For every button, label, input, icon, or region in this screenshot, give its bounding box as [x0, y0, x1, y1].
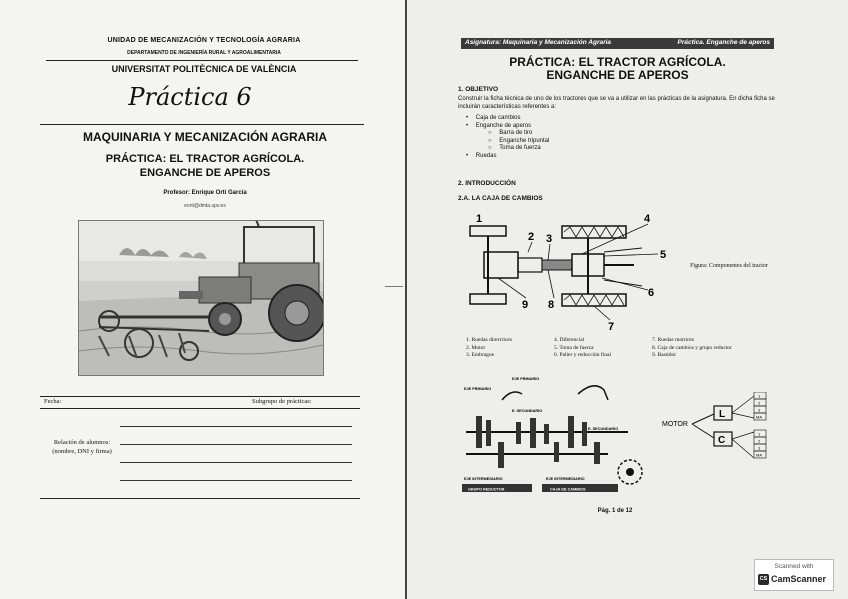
practice-title-line2: ENGANCHE DE APEROS — [139, 167, 271, 179]
legend-item: 5. Toma de fuerza — [554, 344, 594, 351]
gb-caja-de-cambios: CAJA DE CAMBIOS — [550, 487, 586, 492]
objective-text: Construir la ficha técnica de uno de los tractores que se va a utilizar en las prácticas de la asignatura. En dicha ficha se incluirán características referentes a: — [458, 96, 775, 110]
fig-num-1: 1 — [476, 213, 483, 225]
student-line-4[interactable] — [120, 480, 352, 481]
rear-wheel-left — [562, 226, 626, 238]
range-C-label: C — [718, 435, 726, 446]
department-name: DEPARTAMENTO DE INGENIERÍA RURAL Y AGROALIMENTARIA — [127, 50, 281, 56]
objective-list-text: Toma de fuerza — [499, 145, 541, 151]
objective-list-text: Enganche tripuntal — [499, 137, 550, 144]
gear-C-2: 2 — [758, 438, 761, 444]
professor-email: eorti@dmta.upv.es — [184, 203, 226, 209]
fig-num-9: 9 — [522, 299, 529, 311]
section-gearbox-heading: 2.A. LA CAJA DE CAMBIOS — [458, 195, 543, 202]
legend-item: 7. Ruedas motrices — [652, 337, 695, 343]
form-top-divider — [40, 396, 360, 397]
gb-eje-primario-top: EJE PRIMARIO — [512, 377, 540, 381]
fig-num-3: 3 — [546, 233, 553, 245]
form-bottom-divider — [40, 498, 360, 499]
gear-L-1: 1 — [758, 393, 761, 399]
bullet-icon: • — [466, 115, 470, 121]
title-divider — [40, 124, 364, 125]
gb-eje-secundario-right: E. SECUNDARIO — [588, 427, 619, 431]
objective-list — [466, 115, 666, 160]
scanner-watermark — [754, 559, 834, 591]
legend-col-2 — [554, 337, 646, 360]
form-header-divider — [40, 408, 360, 409]
cover-page — [0, 0, 406, 599]
gearbox-diagram — [458, 372, 658, 500]
bullet-icon: • — [466, 122, 470, 129]
range-schematic — [660, 392, 776, 476]
circle-bullet-icon: ○ — [488, 130, 494, 136]
gear-C-3: 3 — [758, 445, 761, 451]
date-label: Fecha: — [44, 398, 62, 405]
student-line-2[interactable] — [120, 444, 352, 445]
fig-num-5: 5 — [660, 249, 667, 261]
fig-num-6: 6 — [648, 287, 655, 299]
header-divider — [46, 60, 358, 61]
students-label: Relación de alumnos: (nombre, DNI y firma) — [52, 439, 112, 455]
subject-title: MAQUINARIA Y MECANIZACIÓN AGRARIA — [82, 130, 327, 144]
university-name: UNIVERSITAT POLITÈCNICA DE VALÈNCIA — [111, 64, 297, 74]
rear-wheel-right — [562, 294, 626, 306]
tractor-photo — [78, 220, 324, 376]
camscanner-logo-icon: CS — [758, 574, 769, 585]
handwritten-title: Práctica 6 — [128, 83, 252, 111]
gear-column-C — [754, 430, 766, 458]
legend-item: 3. Embrague — [466, 352, 495, 358]
gear-L-2: 2 — [758, 400, 761, 406]
scanner-line2: CamScanner — [771, 574, 827, 584]
subgroup-label: Subgrupo de prácticas: — [252, 398, 312, 405]
objective-list-item — [466, 123, 666, 131]
scanner-line1: Scanned with — [774, 563, 814, 570]
motor-label: MOTOR — [662, 421, 688, 428]
fig-num-4: 4 — [644, 213, 651, 225]
legend-item: 9. Bastidor — [652, 352, 677, 358]
header-subject: Asignatura: Maquinaria y Mecanización Agraria — [465, 39, 612, 46]
circle-bullet-icon: ○ — [488, 137, 494, 144]
fig-num-7: 7 — [608, 321, 615, 332]
objective-list-text: Caja de cambios — [475, 115, 521, 121]
circle-bullet-icon: ○ — [488, 145, 494, 151]
fig-num-2: 2 — [528, 231, 535, 243]
legend-col-3 — [652, 337, 776, 360]
section-introduction-heading: 2. INTRODUCCIÓN — [458, 180, 516, 187]
student-line-1[interactable] — [120, 426, 352, 427]
fold-mark — [385, 286, 403, 287]
front-wheel-right — [470, 294, 506, 304]
gb-eje-intermediario-left: EJE INTERMEDIARIO — [464, 477, 503, 481]
objective-list-text: Ruedas — [475, 152, 497, 159]
legend-item: 6. Palier y reducción final — [554, 352, 611, 358]
page-header-bar — [461, 38, 774, 49]
professor-name: Profesor: Enrique Ortí García — [163, 190, 247, 196]
page-number: Pág. 1 de 12 — [597, 508, 633, 514]
range-L-label: L — [719, 409, 726, 420]
legend-item: 8. Caja de cambios y grupo reductor — [652, 344, 732, 351]
gb-eje-intermediario-mid: EJE INTERMEDIARIO — [546, 477, 585, 481]
tractor-components-diagram — [462, 208, 682, 332]
page-fold — [405, 0, 407, 599]
legend-col-1 — [466, 337, 546, 360]
objective-list-text: Enganche de aperos — [475, 122, 532, 129]
content-title-line1: PRÁCTICA: EL TRACTOR AGRÍCOLA. — [509, 55, 726, 69]
fig-num-8: 8 — [548, 299, 555, 311]
content-title — [461, 56, 774, 82]
unit-name: UNIDAD DE MECANIZACIÓN Y TECNOLOGÍA AGRARIA — [107, 37, 301, 44]
objective-list-item — [466, 130, 666, 138]
legend-item: 2. Motor — [466, 344, 486, 351]
engine-block — [484, 252, 518, 278]
objective-list-item — [466, 153, 666, 161]
legend-item: 1. Ruedas directrices — [466, 337, 512, 343]
student-line-3[interactable] — [120, 462, 352, 463]
practice-title — [60, 152, 350, 180]
gear-column-L — [754, 392, 766, 420]
legend-item: 4. Diferencial — [554, 337, 585, 343]
objective-list-text: Barra de tiro — [499, 130, 533, 136]
header-practice: Práctica. Enganche de aperos — [677, 39, 770, 46]
gb-eje-primario-left: EJE PRIMARIO — [464, 387, 492, 391]
objective-list-item — [466, 138, 666, 146]
front-wheel-left — [470, 226, 506, 236]
gear-C-ma: MA — [756, 452, 762, 458]
content-title-line2: ENGANCHE DE APEROS — [546, 68, 689, 82]
gb-grupo-reductor: GRUPO REDUCTOR — [468, 487, 505, 492]
bullet-icon: • — [466, 152, 470, 159]
gear-C-1: 1 — [758, 431, 761, 437]
gear-L-ma: MA — [756, 414, 762, 420]
practice-title-line1: PRÁCTICA: EL TRACTOR AGRÍCOLA. — [105, 153, 305, 165]
objective-list-item — [466, 115, 666, 123]
objective-list-item — [466, 145, 666, 153]
figure-caption: Figura: Componentes del tractor — [690, 263, 768, 269]
section-objective-heading: 1. OBJETIVO — [458, 86, 499, 93]
gear-L-3: 3 — [758, 407, 761, 413]
gb-eje-secundario: E. SECUNDARIO — [512, 409, 543, 413]
